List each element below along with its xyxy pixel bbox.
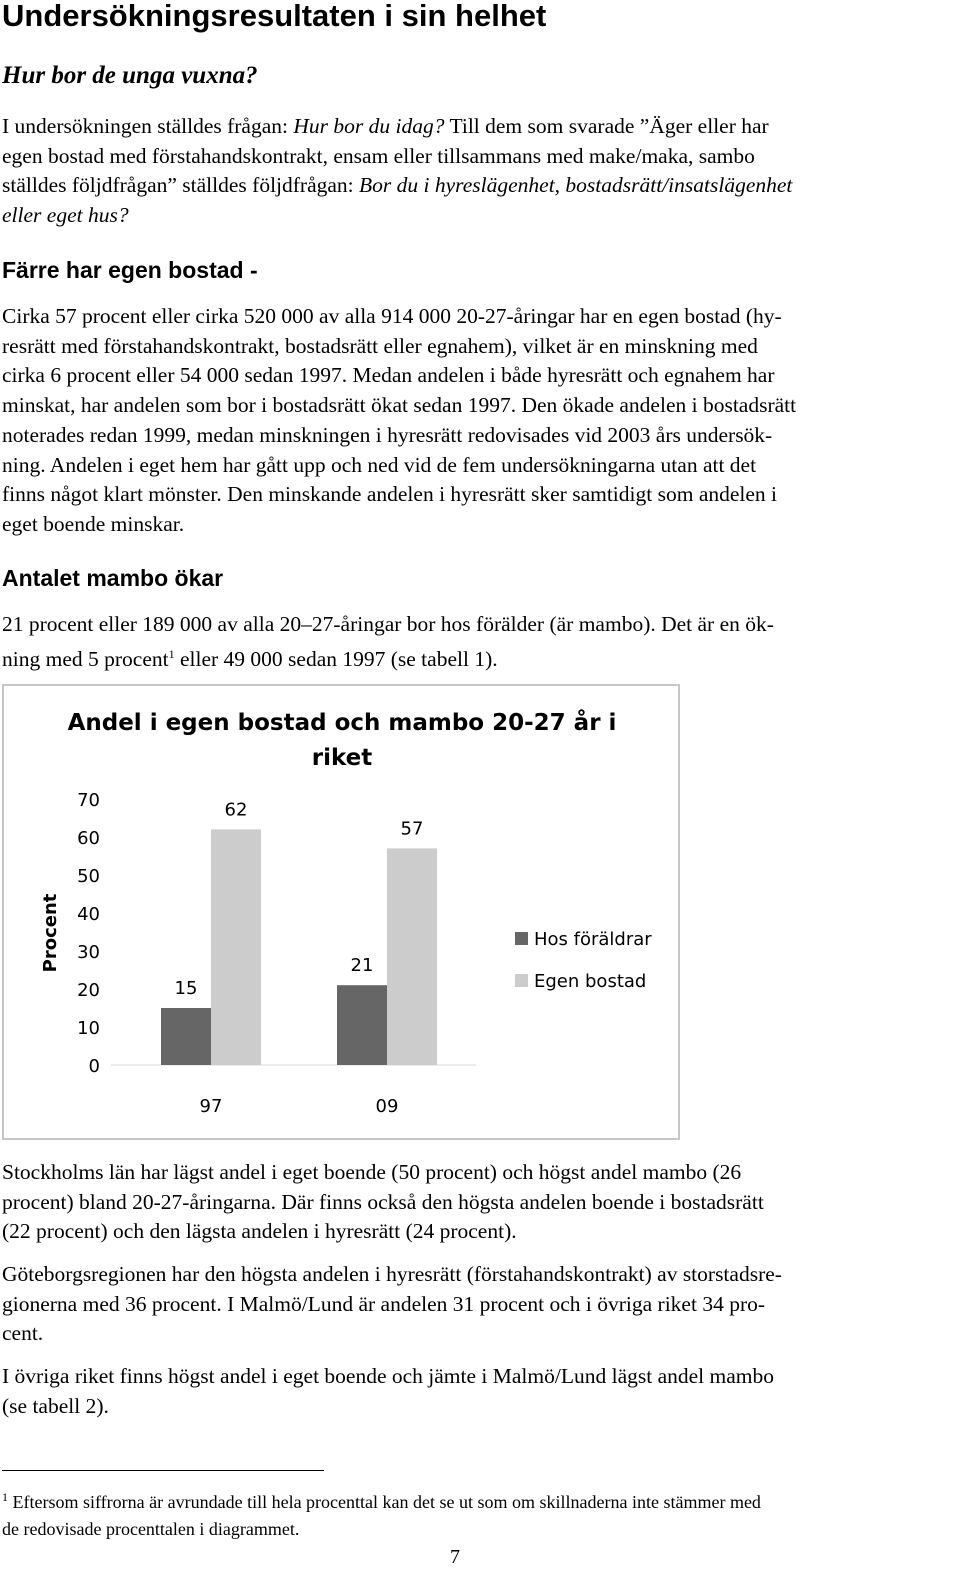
y-tick-label: 20 [77,980,100,1001]
y-tick-label: 10 [77,1018,100,1039]
y-tick-label: 30 [77,942,100,963]
page-heading: Undersökningsresultaten i sin helhet [2,0,547,33]
bar-egen-bostad-09 [387,848,437,1065]
legend-swatch [515,974,528,987]
paragraph-line: Stockholms län har lägst andel i eget boende (50 procent) och högst andel mambo (26 [2,1160,742,1184]
section1-line: minskat, har andelen som bor i bostadsrätt ökat sedan 1997. Den ökade andelen i bostadsrätt [2,393,797,418]
intro-paragraph [2,112,954,231]
section1-line: ning. Andelen i eget hem har gått upp och ned vid de fem undersökningarna utan att det [2,452,757,477]
bar-hos-foraldrar-09 [337,985,387,1065]
intro-line-3: ställdes följdfrågan” ställdes följdfrågan: Bor du i hyreslägenhet, bostadsrätt/insatslägenhet [2,173,793,198]
page-number: 7 [450,1546,460,1568]
footnote [2,1484,761,1543]
y-axis-label: Procent [40,893,61,973]
legend-swatch [515,932,528,945]
paragraph-line: cent. [2,1321,44,1346]
section-title-mambo: Antalet mambo ökar [2,565,224,591]
bar-egen-bostad-97 [211,829,261,1065]
footnote-reference: 1 [168,646,175,661]
section1-line: noterades redan 1999, medan minskningen i hyresrätt redovisades vid 2003 års undersök- [2,422,773,447]
chart-title-line-1: Andel i egen bostad och mambo 20-27 år i [67,710,617,736]
section1-line: cirka 6 procent eller 54 000 sedan 1997. Medan andelen i både hyresrätt och egnahem har [2,363,775,388]
legend-label: Hos föräldrar [534,929,652,950]
x-tick-label: 97 [199,1096,223,1117]
section2-paragraph [2,610,954,675]
footnote-line-2: de redovisade procenttalen i diagrammet. [2,1519,300,1539]
bar-chart [4,686,678,1138]
section1-line: resrätt med förstahandskontrakt, bostadsrätt eller egnahem), vilket är en minskning med [2,333,758,358]
y-tick-label: 40 [77,904,100,925]
section1-line: finns något klart mönster. Den minskande andelen i hyresrätt sker samtidigt som andelen i [2,482,778,507]
y-tick-label: 0 [88,1056,100,1077]
chart-container [2,684,680,1140]
paragraph-line: procent) bland 20-27-åringarna. Där finns också den högsta andelen boende i bostadsrätt [2,1189,764,1214]
footnote-divider [2,1470,324,1471]
data-label: 15 [174,978,198,999]
data-label: 62 [224,799,248,821]
legend-label: Egen bostad [534,971,647,992]
data-label: 21 [350,955,374,977]
chart-title-line-2: riket [311,745,373,771]
y-tick-label: 70 [77,790,100,811]
intro-line-1: I undersökningen ställdes frågan: Hur bor du idag? Till dem som svarade ”Äger eller har [2,114,769,138]
intro-line-4: eller eget hus? [2,203,129,228]
paragraph-line: I övriga riket finns högst andel i eget boende och jämte i Malmö/Lund lägst andel mambo [2,1364,775,1388]
intro-line-2: egen bostad med förstahandskontrakt, ensam eller tillsammans med make/maka, sambo [2,143,755,168]
x-tick-label: 09 [375,1096,399,1117]
paragraph-line: (se tabell 2). [2,1393,109,1418]
paragraph-line: gionerna med 36 procent. I Malmö/Lund är andelen 31 procent och i övriga riket 34 pro- [2,1291,766,1316]
section-title-egen-bostad: Färre har egen bostad - [2,257,258,283]
footnote-line-1: $^1$ Eftersom siffrorna är avrundade till hela procenttal kan det se ut som om skillnaderna inte stämmer med [2,1490,761,1512]
section1-line: eget boende minskar. [2,511,185,536]
section-subheading: Hur bor de unga vuxna? [2,62,258,89]
y-tick-label: 60 [77,828,100,849]
section2-line-1: 21 procent eller 189 000 av alla 20–27-åringar bor hos förälder (är mambo). Det är en ök- [2,612,774,636]
paragraph-line: (22 procent) och den lägsta andelen i hyresrätt (24 procent). [2,1219,517,1244]
section1-paragraph [2,302,954,540]
paragraph-line: Göteborgsregionen har den högsta andelen i hyresrätt (förstahandskontrakt) av storstadsre- [2,1262,782,1286]
y-tick-label: 50 [77,866,100,887]
bar-hos-foraldrar-97 [161,1008,211,1065]
stockholm-paragraph [2,1158,954,1247]
ovriga-riket-paragraph [2,1362,954,1421]
section2-line-2: ning med 5 procent$^1$ eller 49 000 sedan 1997 (se tabell 1). [2,646,498,671]
section1-line: Cirka 57 procent eller cirka 520 000 av alla 914 000 20-27-åringar har en egen bostad (hy- [2,304,782,328]
goteborg-paragraph [2,1260,954,1349]
data-label: 57 [400,818,424,840]
